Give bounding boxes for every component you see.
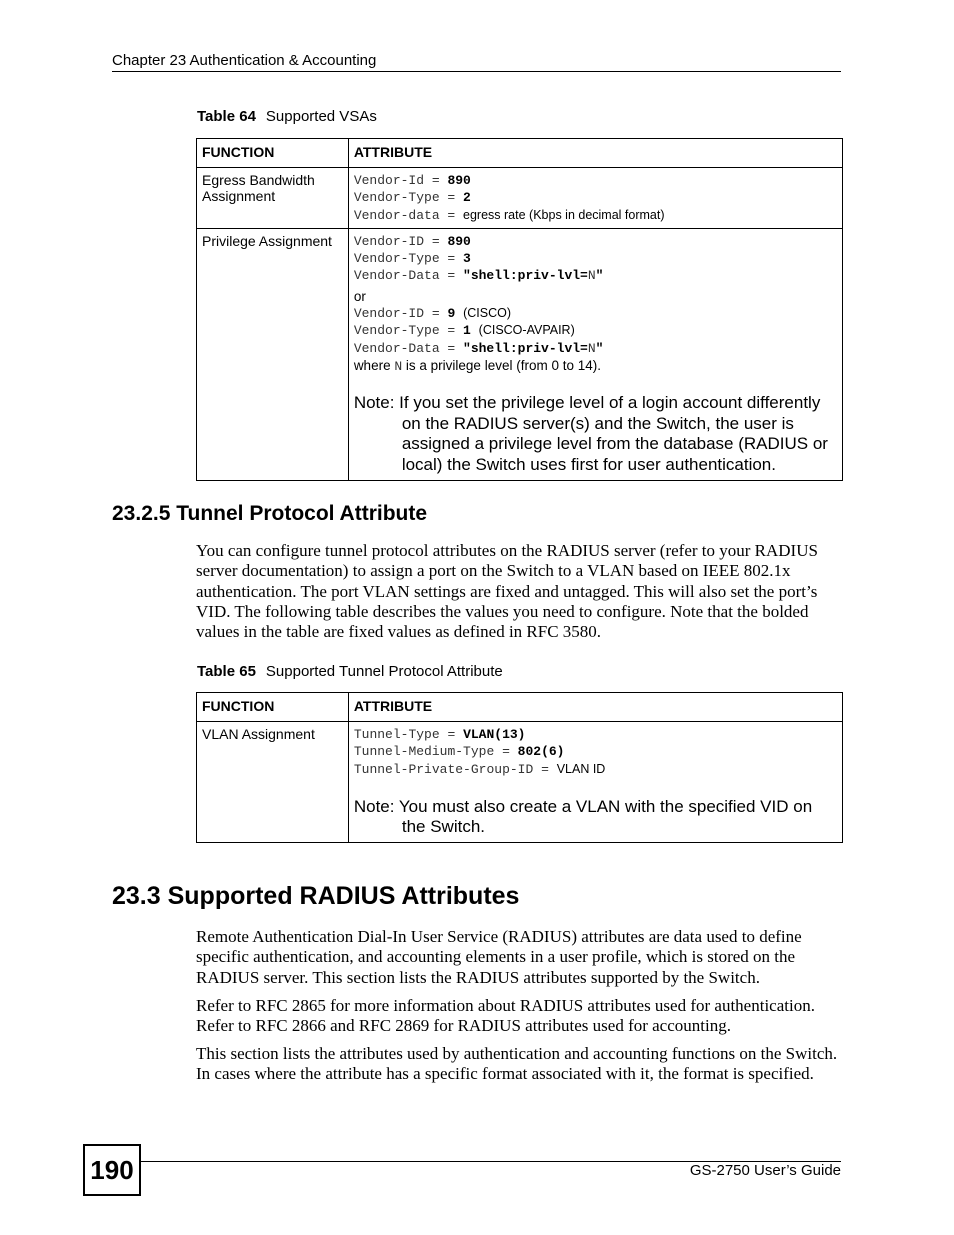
- privilege-function-cell: Privilege Assignment: [197, 228, 349, 480]
- attr-key: Vendor-ID =: [353, 306, 448, 322]
- attr-key: Tunnel-Medium-Type =: [353, 744, 518, 760]
- attr-value: egress rate (Kbps in decimal format): [463, 207, 665, 222]
- table-64-caption: [197, 108, 377, 125]
- vlan-attribute-cell: [348, 722, 842, 843]
- attr-value: "shell:priv-lvl=: [463, 268, 588, 284]
- attr-value: 2: [463, 190, 471, 206]
- attr-value: 9: [447, 306, 456, 322]
- privilege-note: Note: If you set the privilege level of a login account differently on the RADIUS server(s) and the Switch, the user is assigned a privilege level from the database (RADIUS or local) the Switch uses first for user authentication.: [353, 393, 828, 474]
- attr-variable: N: [394, 358, 403, 374]
- attr-key: Vendor-ID =: [353, 233, 448, 249]
- attr-quote: ": [595, 340, 604, 356]
- radius-paragraph-2: Refer to RFC 2865 for more information about RADIUS attributes used for authentication. Refer to RFC 2866 and RFC 2869 for RADIUS attributes used for accounting.: [196, 996, 815, 1036]
- egress-function-cell: Egress Bandwidth Assignment: [197, 168, 349, 229]
- egress-attribute-cell: [348, 168, 842, 229]
- chapter-header: Chapter 23 Authentication & Accounting: [112, 52, 377, 69]
- attr-value: 890: [447, 173, 471, 188]
- table-64-label: Table 64: [197, 108, 256, 125]
- radius-paragraph-1: Remote Authentication Dial-In User Service (RADIUS) attributes are data used to define specific authentication, and accounting elements in a user profile, which is stored on the RADIUS server. This section lists the RADIUS attributes supported by the Switch.: [196, 927, 802, 987]
- vlan-function-cell: VLAN Assignment: [197, 722, 349, 843]
- attr-key: Vendor-Data =: [353, 268, 464, 284]
- attr-value: 802(6): [517, 744, 565, 760]
- table-row: [197, 722, 843, 843]
- table-64-header-function: FUNCTION: [197, 139, 349, 168]
- attr-variable: N: [587, 268, 596, 284]
- attr-key: Vendor-Type =: [353, 323, 464, 339]
- table-65-header-attribute: ATTRIBUTE: [348, 693, 842, 722]
- header-rule: [112, 71, 841, 72]
- table-65-header-function: FUNCTION: [197, 693, 349, 722]
- table-65: [196, 692, 843, 843]
- guide-title: GS-2750 User’s Guide: [689, 1162, 841, 1179]
- attr-key: Vendor-Id =: [353, 173, 448, 188]
- attr-value: 890: [447, 233, 471, 249]
- table-65-label: Table 65: [197, 663, 256, 680]
- where-suffix: is a privilege level (from 0 to 14).: [402, 357, 601, 373]
- table-64-title: Supported VSAs: [265, 108, 377, 125]
- attr-key: Vendor-data =: [353, 207, 464, 223]
- table-65-caption: [197, 663, 503, 680]
- attr-key: Vendor-Data =: [353, 340, 464, 356]
- attr-key: Vendor-Type =: [353, 251, 464, 267]
- attr-value: "shell:priv-lvl=: [463, 340, 588, 356]
- attr-note: (CISCO): [463, 306, 511, 321]
- table-row: [197, 168, 843, 229]
- attr-quote: ": [595, 268, 604, 284]
- section-heading-tunnel-protocol: 23.2.5 Tunnel Protocol Attribute: [112, 502, 428, 525]
- table-64: [196, 138, 843, 481]
- privilege-attribute-cell: [348, 228, 842, 480]
- table-65-title: Supported Tunnel Protocol Attribute: [265, 663, 503, 680]
- attr-variable: N: [587, 340, 596, 356]
- page-number: 190: [83, 1144, 141, 1196]
- where-text: [354, 357, 837, 375]
- table-64-header-attribute: ATTRIBUTE: [348, 139, 842, 168]
- section-heading-radius-attributes: 23.3 Supported RADIUS Attributes: [112, 882, 520, 910]
- attr-note: (CISCO-AVPAIR): [478, 323, 575, 338]
- tunnel-paragraph: You can configure tunnel protocol attributes on the RADIUS server (refer to your RADIUS server documentation) to assign a port on the Switch to a VLAN based on IEEE 802.1x authentication. The port VLAN settings are fixed and untagged. This will also set the port’s VID. The following table describes the values you need to configure. Note that the bolded values in the table are fixed values as defined in RFC 3580.: [196, 541, 818, 642]
- attr-value: VLAN ID: [556, 761, 606, 776]
- radius-paragraph-3: This section lists the attributes used by authentication and accounting functions on the Switch. In cases where the attribute has a specific format associated with it, the format is specified.: [196, 1044, 838, 1084]
- or-text: or: [353, 288, 366, 304]
- attr-value: 3: [463, 251, 471, 267]
- attr-value: VLAN(13): [463, 727, 526, 742]
- where-prefix: where: [353, 357, 395, 373]
- vlan-note: Note: You must also create a VLAN with the specified VID on the Switch.: [353, 796, 813, 837]
- attr-key: Vendor-Type =: [353, 190, 464, 206]
- attr-value: 1: [463, 323, 471, 339]
- attr-key: Tunnel-Private-Group-ID =: [353, 761, 557, 777]
- table-row: [197, 228, 843, 480]
- attr-key: Tunnel-Type =: [353, 727, 464, 742]
